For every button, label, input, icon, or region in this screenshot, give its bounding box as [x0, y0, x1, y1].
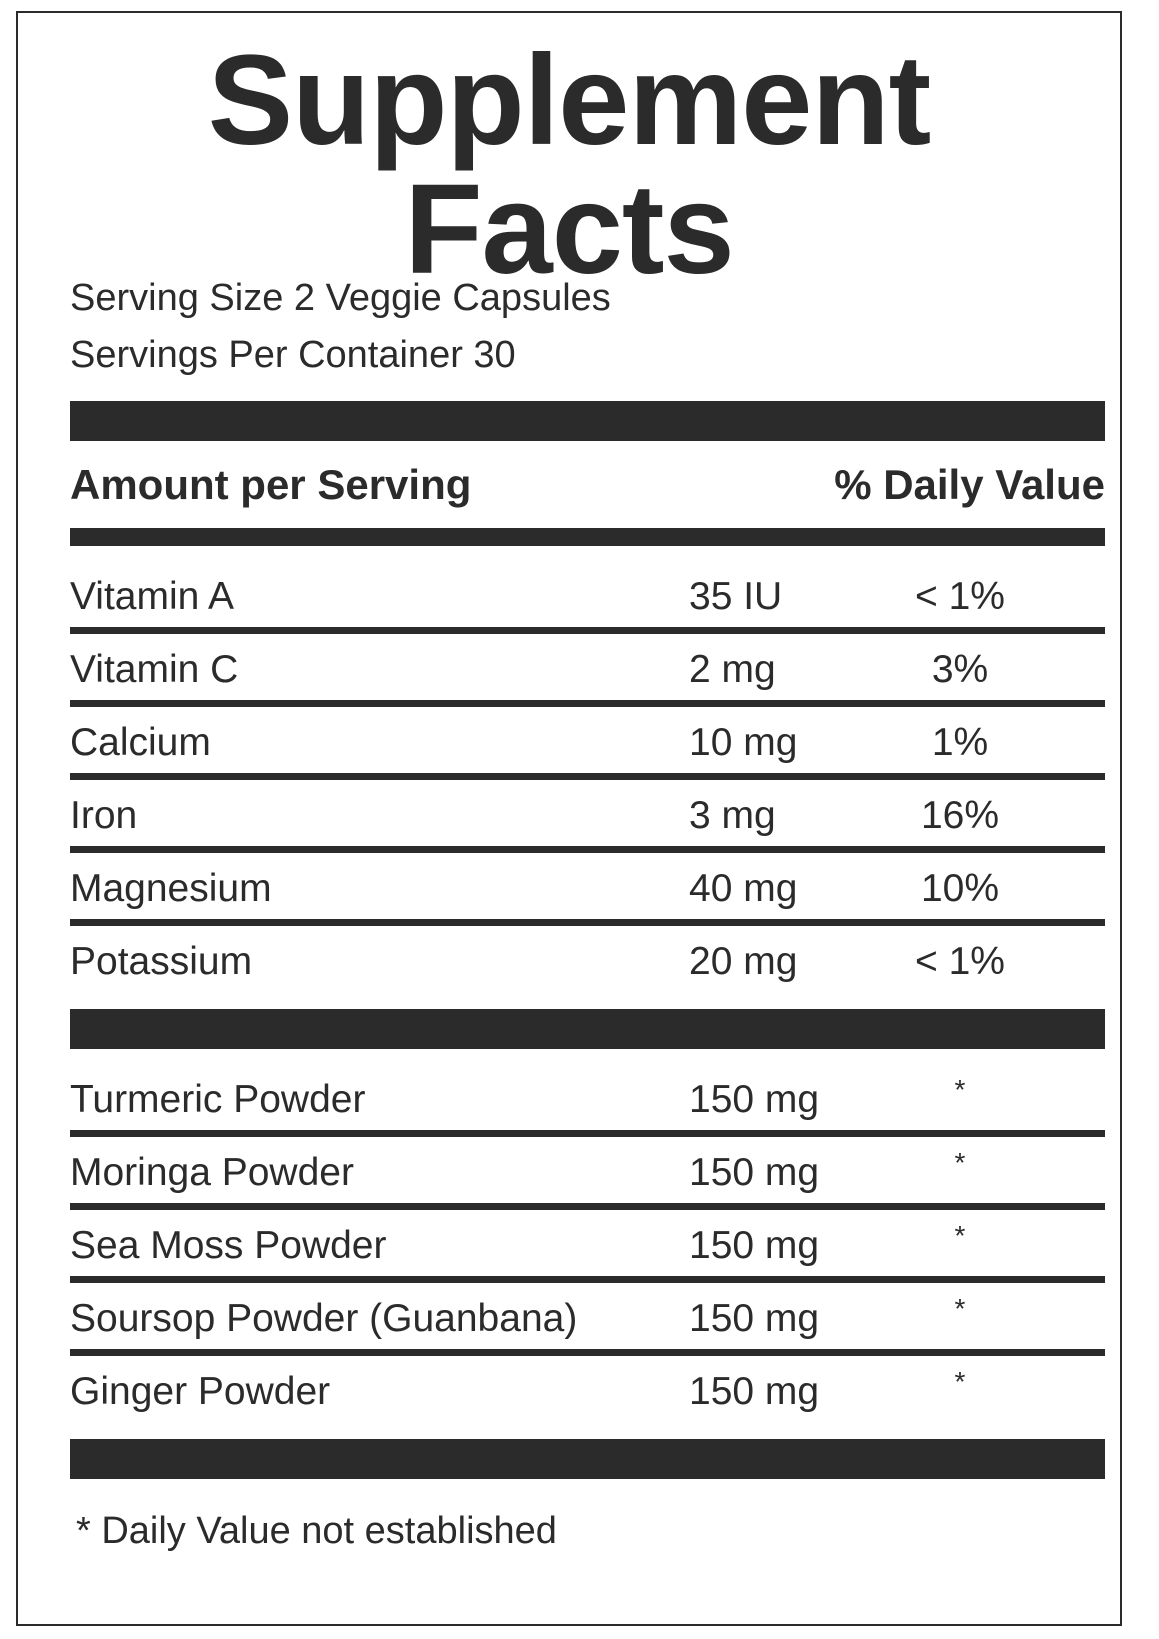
title-line-2: Facts — [404, 158, 734, 301]
title-line-1: Supplement — [207, 29, 931, 172]
row-divider — [70, 627, 1105, 634]
ingredient-name: Sea Moss Powder — [70, 1224, 387, 1267]
nutrient-row — [70, 942, 1105, 1002]
ingredient-daily-value: * — [954, 1293, 966, 1324]
ingredient-daily-value: * — [954, 1366, 966, 1397]
ingredient-name: Turmeric Powder — [70, 1078, 366, 1121]
nutrient-amount: 2 mg — [689, 648, 776, 691]
ingredient-name: Soursop Powder (Guanbana) — [70, 1297, 578, 1340]
row-divider — [70, 1349, 1105, 1356]
nutrient-name: Vitamin C — [70, 648, 239, 691]
nutrient-name: Calcium — [70, 721, 211, 764]
nutrient-daily-value: 16% — [920, 794, 1000, 837]
row-divider — [70, 700, 1105, 707]
ingredient-name: Moringa Powder — [70, 1151, 354, 1194]
row-divider — [70, 1203, 1105, 1210]
nutrient-name: Vitamin A — [70, 575, 235, 618]
nutrient-amount: 20 mg — [689, 940, 798, 983]
ingredient-amount: 150 mg — [689, 1297, 820, 1340]
row-divider — [70, 1276, 1105, 1283]
nutrient-daily-value: 10% — [920, 867, 1000, 910]
nutrient-amount: 35 IU — [689, 575, 783, 618]
thick-divider-middle — [70, 1009, 1105, 1049]
amount-per-serving-label: Amount per Serving — [70, 461, 472, 508]
nutrient-daily-value: < 1% — [915, 940, 1005, 983]
ingredient-amount: 150 mg — [689, 1151, 820, 1194]
ingredient-daily-value: * — [954, 1074, 966, 1105]
servings-per-container: Servings Per Container 30 — [70, 334, 516, 376]
daily-value-label: % Daily Value — [834, 461, 1105, 508]
ingredient-row — [70, 1366, 1105, 1432]
row-divider — [70, 846, 1105, 853]
nutrient-daily-value: < 1% — [915, 575, 1005, 618]
row-divider — [70, 773, 1105, 780]
ingredient-amount: 150 mg — [689, 1224, 820, 1267]
thick-divider-top — [70, 401, 1105, 441]
nutrient-amount: 10 mg — [689, 721, 798, 764]
row-divider — [70, 1130, 1105, 1137]
nutrient-daily-value: 3% — [931, 648, 989, 691]
ingredient-daily-value: * — [954, 1220, 966, 1251]
nutrient-daily-value: 1% — [931, 721, 989, 764]
footnote: * Daily Value not established — [76, 1510, 557, 1552]
nutrient-name: Iron — [70, 794, 138, 837]
medium-divider — [70, 528, 1105, 546]
ingredient-amount: 150 mg — [689, 1370, 820, 1413]
nutrient-name: Magnesium — [70, 867, 272, 910]
ingredient-amount: 150 mg — [689, 1078, 820, 1121]
thick-divider-bottom — [70, 1439, 1105, 1479]
ingredient-daily-value: * — [954, 1147, 966, 1178]
supplement-facts-panel — [16, 11, 1122, 1626]
ingredient-name: Ginger Powder — [70, 1370, 331, 1413]
nutrient-amount: 40 mg — [689, 867, 798, 910]
nutrient-amount: 3 mg — [689, 794, 776, 837]
row-divider — [70, 919, 1105, 926]
nutrient-name: Potassium — [70, 940, 253, 983]
serving-size: Serving Size 2 Veggie Capsules — [70, 277, 611, 319]
